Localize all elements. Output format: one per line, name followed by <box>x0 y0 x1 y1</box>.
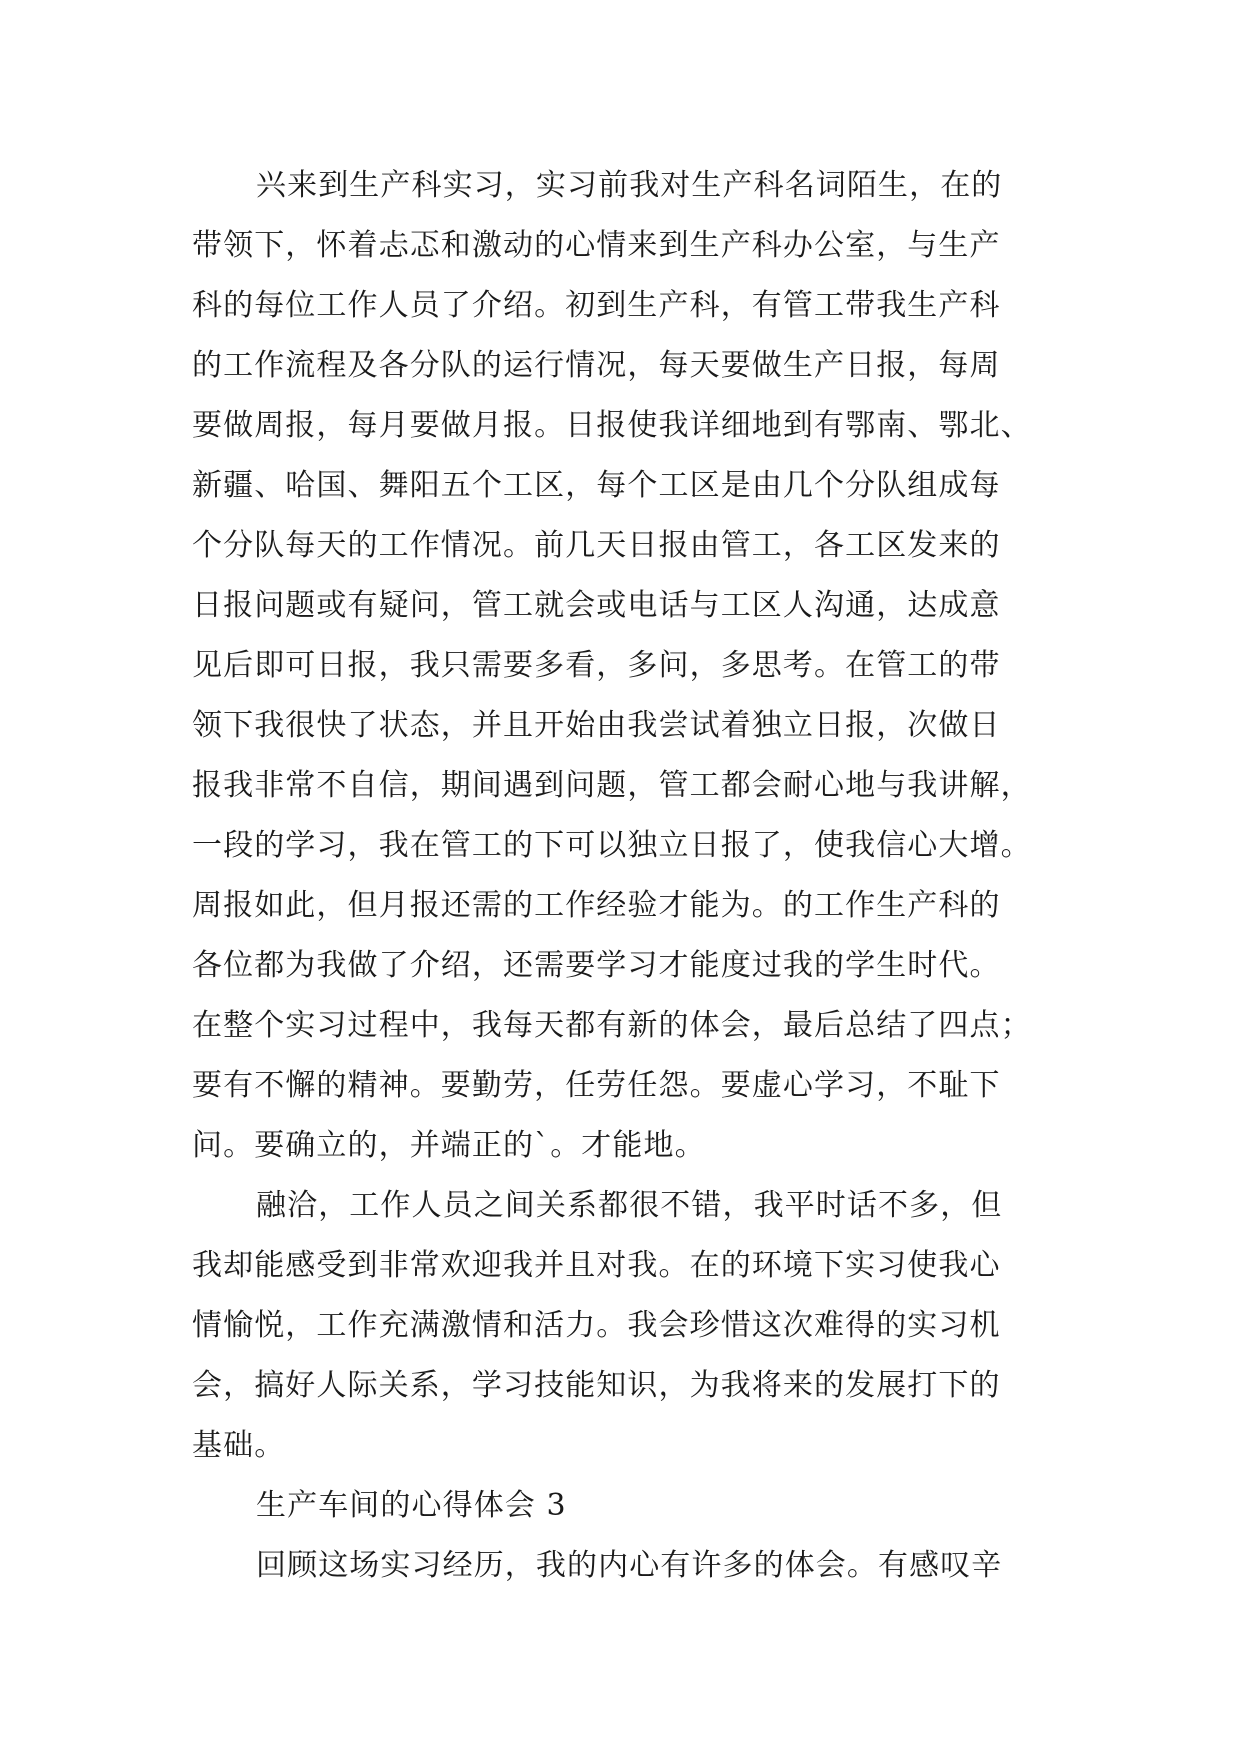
paragraph-1-line-1: 兴来到生产科实习，实习前我对生产科名词陌生，在的 <box>256 168 1003 203</box>
paragraph-1-line-8: 日报问题或有疑问，管工就会或电话与工区人沟通，达成意 <box>192 588 1001 623</box>
paragraph-1-line-6: 新疆、哈国、舞阳五个工区，每个工区是由几个分队组成每 <box>192 468 1001 503</box>
document-page <box>192 156 1052 1596</box>
paragraph-3-line-1: 回顾这场实习经历，我的内心有许多的体会。有感叹辛 <box>256 1548 1003 1583</box>
paragraph-1-line-7: 个分队每天的工作情况。前几天日报由管工，各工区发来的 <box>192 528 1001 563</box>
paragraph-1-line-5: 要做周报，每月要做月报。日报使我详细地到有鄂南、鄂北、 <box>192 408 1032 443</box>
paragraph-1-line-16: 要有不懈的精神。要勤劳，任劳任怨。要虚心学习，不耻下 <box>192 1068 1001 1103</box>
paragraph-1-line-15: 在整个实习过程中，我每天都有新的体会，最后总结了四点； <box>192 1008 1032 1043</box>
paragraph-1-line-12: 一段的学习，我在管工的下可以独立日报了，使我信心大增。 <box>192 828 1032 863</box>
paragraph-1-line-14: 各位都为我做了介绍，还需要学习才能度过我的学生时代。 <box>192 948 1001 983</box>
paragraph-1-line-4: 的工作流程及各分队的运行情况，每天要做生产日报，每周 <box>192 348 1001 383</box>
paragraph-1-line-11: 报我非常不自信，期间遇到问题，管工都会耐心地与我讲解， <box>192 768 1032 803</box>
paragraph-1-line-2: 带领下，怀着忐忑和激动的心情来到生产科办公室，与生产 <box>192 228 1001 263</box>
paragraph-2-line-5: 基础。 <box>192 1428 286 1463</box>
paragraph-1-line-17: 问。要确立的，并端正的`。才能地。 <box>192 1128 706 1163</box>
paragraph-2-line-3: 情愉悦，工作充满激情和活力。我会珍惜这次难得的实习机 <box>192 1308 1001 1343</box>
paragraph-2-line-2: 我却能感受到非常欢迎我并且对我。在的环境下实习使我心 <box>192 1248 1001 1283</box>
paragraph-2-line-4: 会，搞好人际关系，学习技能知识，为我将来的发展打下的 <box>192 1368 1001 1403</box>
paragraph-1-line-13: 周报如此，但月报还需的工作经验才能为。的工作生产科的 <box>192 888 1001 923</box>
paragraph-1-line-10: 领下我很快了状态，并且开始由我尝试着独立日报，次做日 <box>192 708 1001 743</box>
paragraph-2-line-1: 融洽，工作人员之间关系都很不错，我平时话不多，但 <box>256 1188 1003 1223</box>
paragraph-1-line-3: 科的每位工作人员了介绍。初到生产科，有管工带我生产科 <box>192 288 1001 323</box>
paragraph-1-line-9: 见后即可日报，我只需要多看，多问，多思考。在管工的带 <box>192 648 1001 683</box>
section-heading: 生产车间的心得体会 3 <box>256 1488 567 1523</box>
